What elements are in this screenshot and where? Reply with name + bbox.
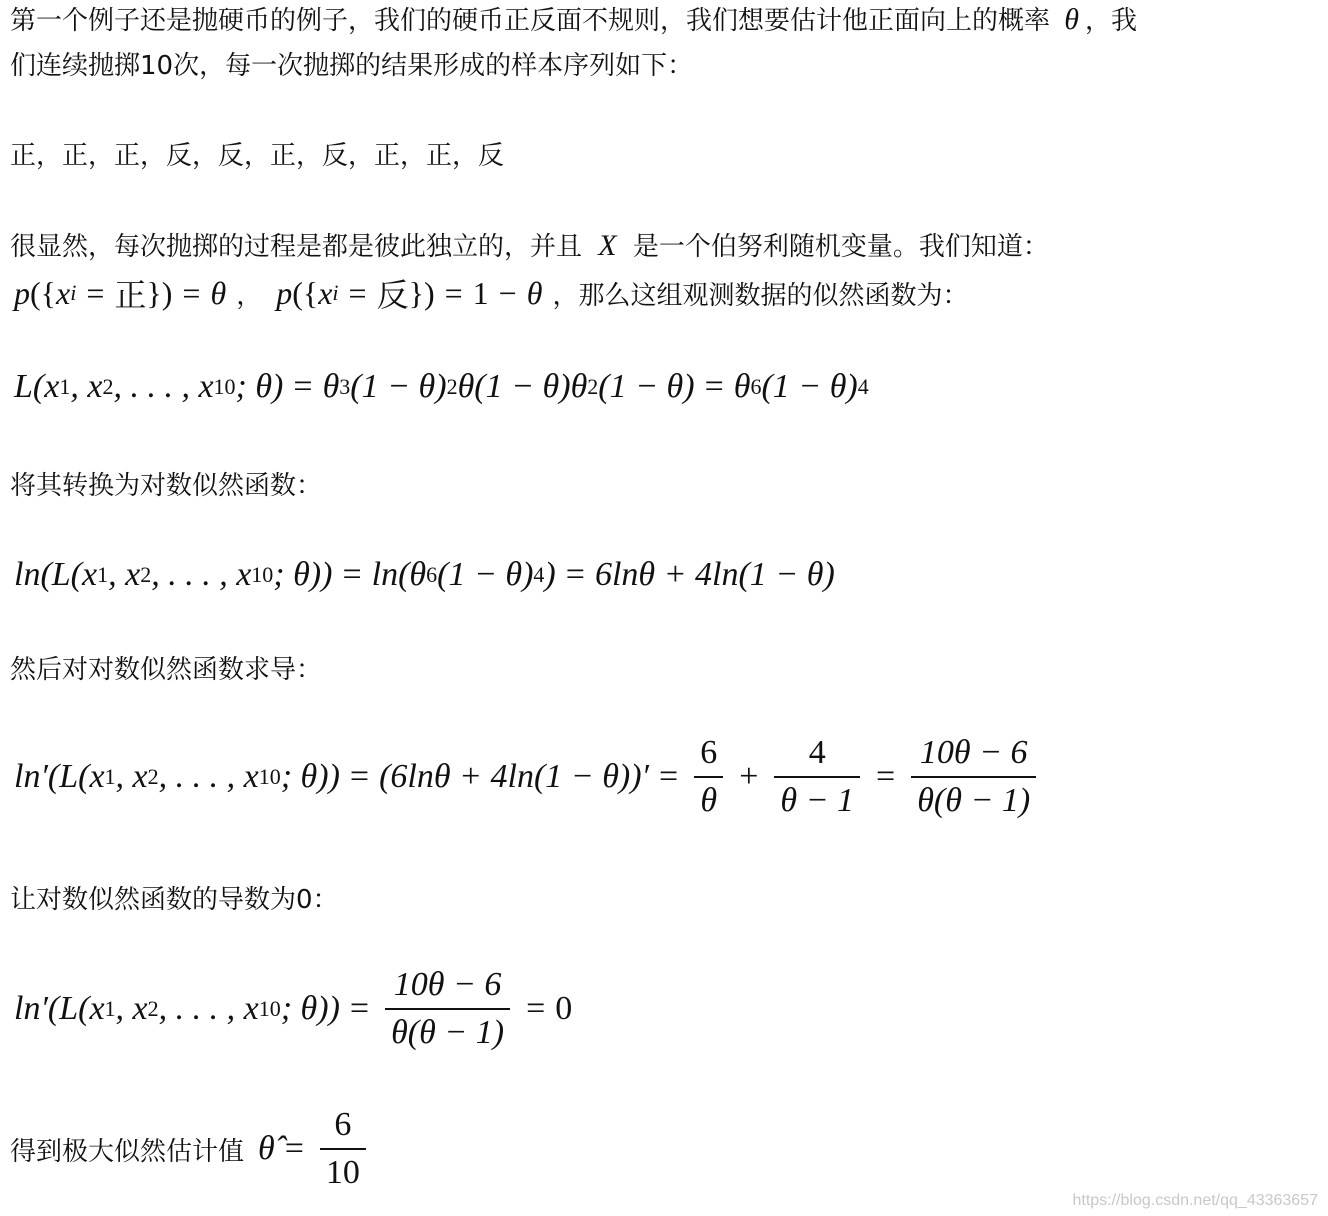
frac3-numerator: 10θ − 6 xyxy=(919,734,1028,771)
term-mid: θ(1 − θ)θ xyxy=(457,368,588,405)
power-4: 4 xyxy=(857,374,869,399)
d-sub-2: 2 xyxy=(147,764,159,789)
zero-equation xyxy=(14,966,572,1052)
p2-open: ({ xyxy=(292,274,319,311)
p2-x: x xyxy=(318,274,333,311)
mle-eq: = xyxy=(284,1130,304,1167)
p1-eq: = xyxy=(86,274,105,311)
power-3: 3 xyxy=(339,374,351,399)
frac2-numerator: 4 xyxy=(808,734,826,771)
random-variable-x: X xyxy=(598,229,617,262)
intro-line-2: 们连续抛掷10次，每一次抛掷的结果形成的样本序列如下： xyxy=(10,51,694,81)
p1-value-heads: 正 xyxy=(114,276,147,314)
p1-i: i xyxy=(70,280,77,305)
eq-sign-1: = xyxy=(293,368,313,405)
independence-text-a: 很显然，每次抛掷的过程是都是彼此独立的，并且 xyxy=(10,232,583,262)
p2-value-tails: 反 xyxy=(376,276,409,314)
d-lhs-d: ; θ)) xyxy=(280,758,340,795)
probability-line xyxy=(14,270,968,316)
mle-denominator: 10 xyxy=(320,1148,366,1192)
fraction-4-over-theta-minus-1 xyxy=(774,734,860,820)
mle-label: 得到极大似然估计值 xyxy=(10,1136,245,1167)
power-2: 2 xyxy=(446,374,458,399)
log-sub-10: 10 xyxy=(251,562,274,587)
log-mid-close: ) xyxy=(544,556,556,593)
likelihood-equation xyxy=(14,368,869,406)
z-lhs-d: ; θ)) xyxy=(280,990,340,1027)
p1-close: }) xyxy=(146,274,173,311)
power-2b: 2 xyxy=(587,374,599,399)
log-likelihood-equation xyxy=(14,556,835,594)
intro-text-b: ，我 xyxy=(1085,6,1138,36)
log-mid-f: (1 − θ) xyxy=(437,556,534,593)
set-zero-text: 让对数似然函数的导数为0： xyxy=(10,885,339,915)
zero-fraction xyxy=(385,966,510,1052)
L-args-open: (x xyxy=(32,368,60,405)
log-mid-e: ln(θ xyxy=(371,556,427,593)
p2-p: p xyxy=(276,274,293,311)
power-6: 6 xyxy=(750,374,762,399)
zero-frac-numerator: 10θ − 6 xyxy=(393,966,502,1003)
p2-close: }) xyxy=(408,274,435,311)
sub-1: 1 xyxy=(59,374,71,399)
d-eq-3: = xyxy=(876,758,896,795)
sample-sequence: 正，正，正，反，反，正，反，正，正，反 xyxy=(10,141,505,171)
derivative-equation xyxy=(14,734,1042,820)
likelihood-intro-text: ，那么这组观测数据的似然函数为： xyxy=(552,280,969,311)
intro-line-1 xyxy=(10,0,1137,41)
intro-text-a: 第一个例子还是抛硬币的例子，我们的硬币正反面不规则，我们想要估计他正面向上的概率 xyxy=(10,6,1051,36)
z-eq-1: = xyxy=(349,990,370,1027)
frac2-denominator: θ − 1 xyxy=(774,776,860,820)
eq-sign-2: = xyxy=(704,368,724,405)
sub-2: 2 xyxy=(102,374,114,399)
theta-symbol: θ xyxy=(1064,3,1080,36)
watermark-url: https://blog.csdn.net/qq_43363657 xyxy=(1072,1192,1318,1209)
p2-eq2: = xyxy=(444,274,463,311)
z-eq-2: = xyxy=(526,990,546,1027)
d-plus: + xyxy=(739,758,759,795)
z-lhs-b: , x xyxy=(115,990,148,1027)
L-args-close: ; θ) xyxy=(235,368,284,405)
p2-rhs-theta: θ xyxy=(526,274,543,311)
derivative-intro-text: 然后对对数似然函数求导： xyxy=(10,655,323,685)
zero-frac-denominator: θ(θ − 1) xyxy=(385,1008,510,1052)
frac1-numerator: 6 xyxy=(700,734,718,771)
d-lhs-a: ln′(L(x xyxy=(14,758,105,795)
independence-text-b: 是一个伯努利随机变量。我们知道： xyxy=(632,232,1049,262)
p1-p: p xyxy=(14,274,30,311)
p2-eq: = xyxy=(348,274,367,311)
term-theta: θ xyxy=(322,368,340,405)
d-sub-10: 10 xyxy=(258,764,281,789)
p2-i: i xyxy=(332,280,339,305)
d-eq-2: = xyxy=(659,758,679,795)
log-lhs-b: , x xyxy=(108,556,141,593)
fraction-6-over-theta xyxy=(694,734,723,820)
p1-open: ({ xyxy=(30,274,57,311)
d-eq-1: = xyxy=(349,758,370,795)
L-symbol: L xyxy=(14,368,33,405)
p1-x: x xyxy=(56,274,71,311)
d-lhs-b: , x xyxy=(115,758,148,795)
d-mid: (6lnθ + 4ln(1 − θ))′ xyxy=(379,758,649,795)
log-lhs-a: ln(L(x xyxy=(14,556,98,593)
sub-10: 10 xyxy=(213,374,236,399)
result-theta: θ xyxy=(733,368,751,405)
independence-line xyxy=(10,226,1049,267)
z-sub-2: 2 xyxy=(147,996,159,1021)
mle-result xyxy=(10,1106,372,1192)
log-power-6: 6 xyxy=(426,562,438,587)
mle-fraction xyxy=(320,1106,366,1192)
z-lhs-a: ln′(L(x xyxy=(14,990,105,1027)
term-last: (1 − θ) xyxy=(598,368,695,405)
frac3-denominator: θ(θ − 1) xyxy=(911,776,1036,820)
z-sub-10: 10 xyxy=(258,996,281,1021)
z-lhs-c: , . . . , x xyxy=(158,990,259,1027)
p2-rhs-1: 1 xyxy=(472,274,489,311)
log-sub-1: 1 xyxy=(97,562,109,587)
d-lhs-c: , . . . , x xyxy=(158,758,259,795)
p2-minus: − xyxy=(498,274,517,311)
log-eq-2: = xyxy=(565,556,585,593)
L-args-dots: , . . . , x xyxy=(113,368,214,405)
log-eq-1: = xyxy=(342,556,362,593)
term-one-minus-theta: (1 − θ) xyxy=(350,368,447,405)
z-sub-1: 1 xyxy=(104,996,116,1021)
L-args-x2: , x xyxy=(70,368,103,405)
log-sub-2: 2 xyxy=(140,562,152,587)
log-power-4: 4 xyxy=(533,562,545,587)
d-sub-1: 1 xyxy=(104,764,116,789)
p1-rhs: θ xyxy=(210,274,227,311)
result-one-minus-theta: (1 − θ) xyxy=(761,368,858,405)
log-lhs-d: ; θ)) xyxy=(273,556,333,593)
p-separator: ， xyxy=(236,280,263,311)
mle-numerator: 6 xyxy=(334,1106,352,1143)
z-zero: 0 xyxy=(555,990,573,1027)
theta-hat: θ̂ xyxy=(258,1130,275,1167)
frac1-denominator: θ xyxy=(694,776,723,820)
log-intro-text: 将其转换为对数似然函数： xyxy=(10,471,323,501)
log-lhs-c: , . . . , x xyxy=(151,556,252,593)
p1-eq2: = xyxy=(182,274,201,311)
log-result: 6lnθ + 4ln(1 − θ) xyxy=(594,556,835,593)
fraction-combined xyxy=(911,734,1036,820)
